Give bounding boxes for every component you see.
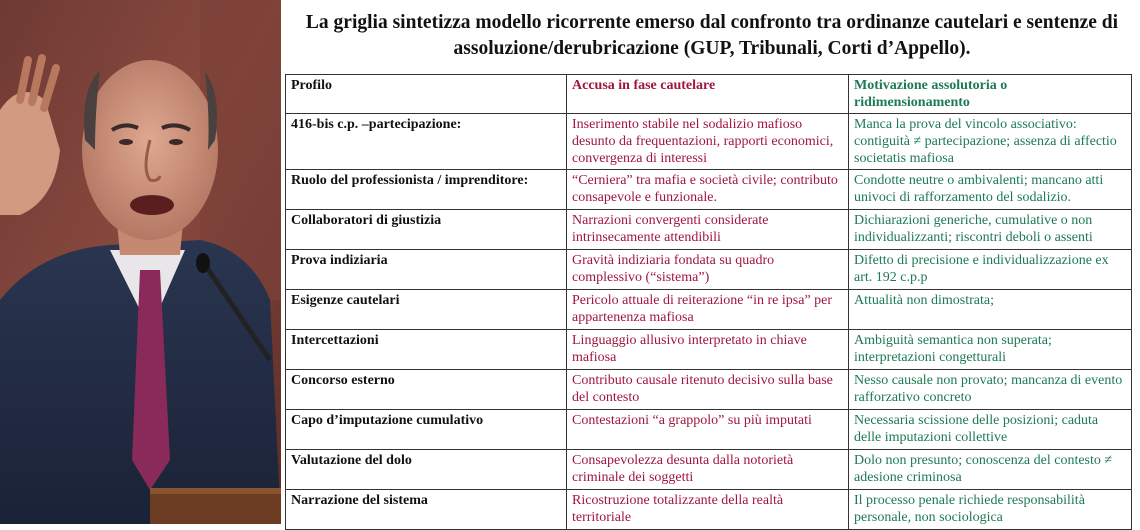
cell-profilo: Esigenze cautelari [286, 290, 567, 330]
page-title [290, 10, 1134, 62]
table-row [286, 330, 1132, 370]
title-line-2: assoluzione/derubricazione (GUP, Tribunali, Corti d’Appello). [453, 38, 971, 59]
cell-profilo: Narrazione del sistema [286, 490, 567, 530]
cell-motivazione: Condotte neutre o ambivalenti; mancano atti univoci di rafforzamento del sodalizio. [849, 170, 1132, 210]
cell-profilo: Ruolo del professionista / imprenditore: [286, 170, 567, 210]
table-row [286, 210, 1132, 250]
cell-profilo: Valutazione del dolo [286, 450, 567, 490]
cell-accusa: Consapevolezza desunta dalla notorietà criminale dei soggetti [567, 450, 849, 490]
speaker-photo [0, 0, 281, 524]
cell-accusa: Inserimento stabile nel sodalizio mafioso desunto da frequentazioni, rapporti economici, convergenza di interessi [567, 114, 849, 170]
table-row [286, 370, 1132, 410]
cell-motivazione: Necessaria scissione delle posizioni; caduta delle imputazioni collettive [849, 410, 1132, 450]
cell-profilo: Concorso esterno [286, 370, 567, 410]
cell-motivazione: Il processo penale richiede responsabilità personale, non sociologica [849, 490, 1132, 530]
cell-motivazione: Nesso causale non provato; mancanza di evento rafforzativo concreto [849, 370, 1132, 410]
table-row [286, 170, 1132, 210]
cell-accusa: Gravità indiziaria fondata su quadro complessivo (“sistema”) [567, 250, 849, 290]
header-profilo: Profilo [286, 75, 567, 114]
cell-accusa: Linguaggio allusivo interpretato in chiave mafiosa [567, 330, 849, 370]
title-line-1: La griglia sintetizza modello ricorrente emerso dal confronto tra ordinanze cautelari e sentenze di [305, 12, 1119, 33]
cell-accusa: Pericolo attuale di reiterazione “in re ipsa” per appartenenza mafiosa [567, 290, 849, 330]
cell-motivazione: Dichiarazioni generiche, cumulative o non individualizzanti; riscontri deboli o assenti [849, 210, 1132, 250]
table-header-row [286, 75, 1132, 114]
cell-profilo: 416-bis c.p. –partecipazione: [286, 114, 567, 170]
cell-motivazione: Dolo non presunto; conoscenza del contesto ≠ adesione criminosa [849, 450, 1132, 490]
table-row [286, 250, 1132, 290]
cell-accusa: “Cerniera” tra mafia e società civile; contributo consapevole e funzionale. [567, 170, 849, 210]
table-row [286, 450, 1132, 490]
table-row [286, 410, 1132, 450]
cell-accusa: Narrazioni convergenti considerate intrinsecamente attendibili [567, 210, 849, 250]
cell-motivazione: Ambiguità semantica non superata; interpretazioni congetturali [849, 330, 1132, 370]
comparison-table [285, 74, 1132, 530]
cell-motivazione: Attualità non dimostrata; [849, 290, 1132, 330]
cell-profilo: Capo d’imputazione cumulativo [286, 410, 567, 450]
table-row [286, 290, 1132, 330]
cell-motivazione: Difetto di precisione e individualizzazione ex art. 192 c.p.p [849, 250, 1132, 290]
cell-profilo: Intercettazioni [286, 330, 567, 370]
cell-accusa: Ricostruzione totalizzante della realtà territoriale [567, 490, 849, 530]
header-accusa: Accusa in fase cautelare [567, 75, 849, 114]
cell-accusa: Contestazioni “a grappolo” su più imputati [567, 410, 849, 450]
cell-profilo: Collaboratori di giustizia [286, 210, 567, 250]
table-row [286, 114, 1132, 170]
cell-motivazione: Manca la prova del vincolo associativo: contiguità ≠ partecipazione; assenza di affectio societatis mafiosa [849, 114, 1132, 170]
header-motivazione: Motivazione assolutoria o ridimensionamento [849, 75, 1132, 114]
cell-profilo: Prova indiziaria [286, 250, 567, 290]
cell-accusa: Contributo causale ritenuto decisivo sulla base del contesto [567, 370, 849, 410]
